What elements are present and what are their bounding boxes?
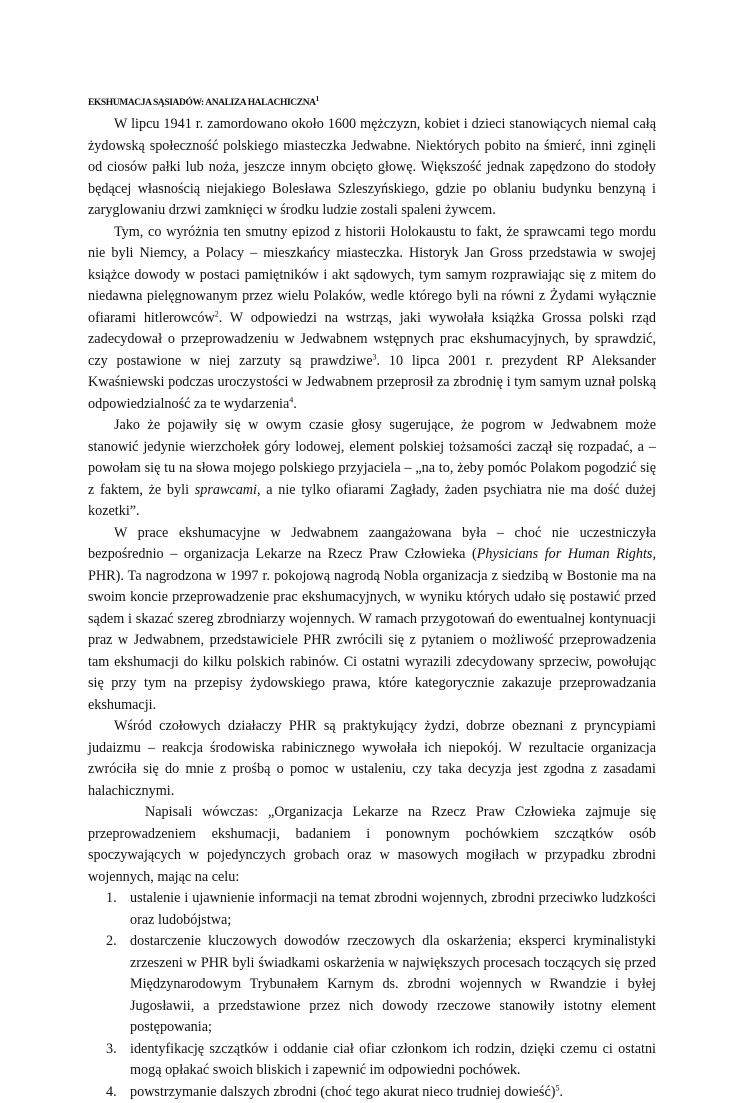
text-run: Wśród czołowych działaczy PHR są praktykujący żydzi, dobrze obeznani z pryncypiami judaizmu – reakcja środowiska rabinicznego wywołała ich niepokój. W rezultacie organizacja zwróciła się do mnie z prośbą o pomoc w ustaleniu, czy taka decyzja jest zgodna z zasadami halachicznymi. <box>88 718 656 799</box>
text-run: . 10 lipca 2001 r. prezydent RP Aleksander Kwaśniewski podczas uroczystości w Jedwabnem przeprosił za zbrodnię i tym samym uznał polską odpowiedzialność za te wydarzenia <box>88 353 656 412</box>
footnote-ref[interactable]: 2 <box>215 309 219 318</box>
paragraph <box>88 222 656 416</box>
text-run: . <box>559 1084 563 1100</box>
list-item-number: 3. <box>106 1039 117 1061</box>
document-page <box>88 96 656 1103</box>
paragraph <box>88 802 656 888</box>
text-run: W lipcu 1941 r. zamordowano około 1600 mężczyzn, kobiet i dzieci stanowiących niemal całą żydowską społeczność polskiego miasteczka Jedwabne. Niektórych pobito na śmierć, inni zginęli od ciosów pałki lub noża, jeszcze innym obcięto głowę. Większość jednak zapędzono do stodoły będącej własnością niejakiego Bolesława Szleszyńskiego, gdzie po oblaniu budynku benzyną i zaryglowaniu drzwi zamknięci w środku ludzie zostali spaleni żywcem. <box>88 116 656 218</box>
body-text <box>88 114 656 888</box>
goals-list <box>88 888 656 1103</box>
heading-title: EKSHUMACJA SĄSIADÓW: ANALIZA HALACHICZNA <box>88 98 316 108</box>
list-item-number: 1. <box>106 888 117 910</box>
text-run: . <box>293 396 297 412</box>
text-run: , a nie tylko ofiarami Zagłady, żaden psychiatra nie ma dość dużej kozetki”. <box>88 482 656 520</box>
list-item <box>88 931 656 1039</box>
paragraph <box>88 415 656 523</box>
heading-footnote-ref[interactable]: 1 <box>316 95 319 103</box>
text-run: . W odpowiedzi na wstrząs, jaki wywołała książka Grossa polski rząd zadecydował o przeprowadzeniu w Jedwabnem wstępnych prac ekshumacyjnych, by sprawdzić, czy postawione w niej zarzuty są prawdziwe <box>88 310 656 369</box>
list-item <box>88 1039 656 1082</box>
footnote-ref[interactable]: 3 <box>373 352 377 361</box>
text-run: Napisali wówczas: „Organizacja Lekarze na Rzecz Praw Człowieka zajmuje się przeprowadzeniem ekshumacji, badaniem i ponownym pochówkiem szczątków osób spoczywających w pojedynczych grobach oraz w masowych mogiłach w przypadku zbrodni wojennych, mając na celu: <box>88 804 656 885</box>
footnote-ref[interactable]: 5 <box>555 1083 559 1092</box>
footnote-ref[interactable]: 4 <box>289 395 293 404</box>
list-item-number: 4. <box>106 1082 117 1103</box>
paragraph <box>88 114 656 222</box>
text-run: ustalenie i ujawnienie informacji na temat zbrodni wojennych, zbrodni przeciwko ludzkości oraz ludobójstwa; <box>130 890 656 928</box>
paragraph <box>88 716 656 802</box>
text-run: W prace ekshumacyjne w Jedwabnem zaangażowana była – choć nie uczestniczyła bezpośrednio – organizacja Lekarze na Rzecz Praw Człowieka ( <box>88 525 656 563</box>
list-item-number: 2. <box>106 931 117 953</box>
list-item <box>88 888 656 931</box>
text-run: PHR). Ta nagrodzona w 1997 r. pokojową nagrodą Nobla organizacja z siedzibą w Bostonie ma na swoim koncie przeprowadzenie prac ekshumacyjnych, w wyniku których udało się postawić przed sądem i skazać szereg zbrodniarzy wojennych. W ramach przygotowań do ewentualnej kontynuacji praz w Jedwabnem, przedstawiciele PHR zwrócili się z pytaniem o możliwość przeprowadzenia tam ekshumacji do kilku polskich rabinów. Ci ostatni wyrazili zdecydowany sprzeciw, powołując się przy tym na przepisy żydowskiego prawa, które kategorycznie zakazuje przeprowadzania ekshumacji. <box>88 568 656 713</box>
text-run: dostarczenie kluczowych dowodów rzeczowych dla oskarżenia; eksperci kryminalistyki zrzeszeni w PHR byli świadkami oskarżenia w największych procesach toczących się przed Międzynarodowym Trybunałem Karnym ds. zbrodni wojennych w Rwandzie i byłej Jugosławii, a przedstawione przez nich dowody rzeczowe stanowiły istotny element postępowania; <box>130 933 656 1035</box>
list-item <box>88 1082 656 1103</box>
text-run: powstrzymanie dalszych zbrodni (choć tego akurat nieco trudniej dowieść) <box>130 1084 555 1100</box>
text-run: identyfikację szczątków i oddanie ciał ofiar członkom ich rodzin, dzięki czemu ci ostatni mogą opłakać swoich bliskich i zapewnić im odpowiedni pochówek. <box>130 1041 656 1079</box>
italic-text: Physicians for Human Rights, <box>477 546 656 562</box>
italic-text: sprawcami <box>195 482 257 498</box>
text-run: Jako że pojawiły się w owym czasie głosy sugerujące, że pogrom w Jedwabnem może stanowić jedynie wierzchołek góry lodowej, element polskiej tożsamości zaczął się rozpadać, a – powołam się tu na słowa mojego polskiego przyjaciela – „na to, żeby pomóc Polakom pogodzić się z faktem, że byli <box>88 417 656 498</box>
section-heading <box>88 96 656 110</box>
paragraph <box>88 523 656 717</box>
text-run: Tym, co wyróżnia ten smutny epizod z historii Holokaustu to fakt, że sprawcami tego mordu nie byli Niemcy, a Polacy – mieszkańcy miasteczka. Historyk Jan Gross przedstawia w swojej książce dowody w postaci pamiętników i akt sądowych, tym samym rozprawiając się z mitem do niedawna pielęgnowanym przez wielu Polaków, wedle którego byli na równi z Żydami wyłącznie ofiarami hitlerowców <box>88 224 656 326</box>
